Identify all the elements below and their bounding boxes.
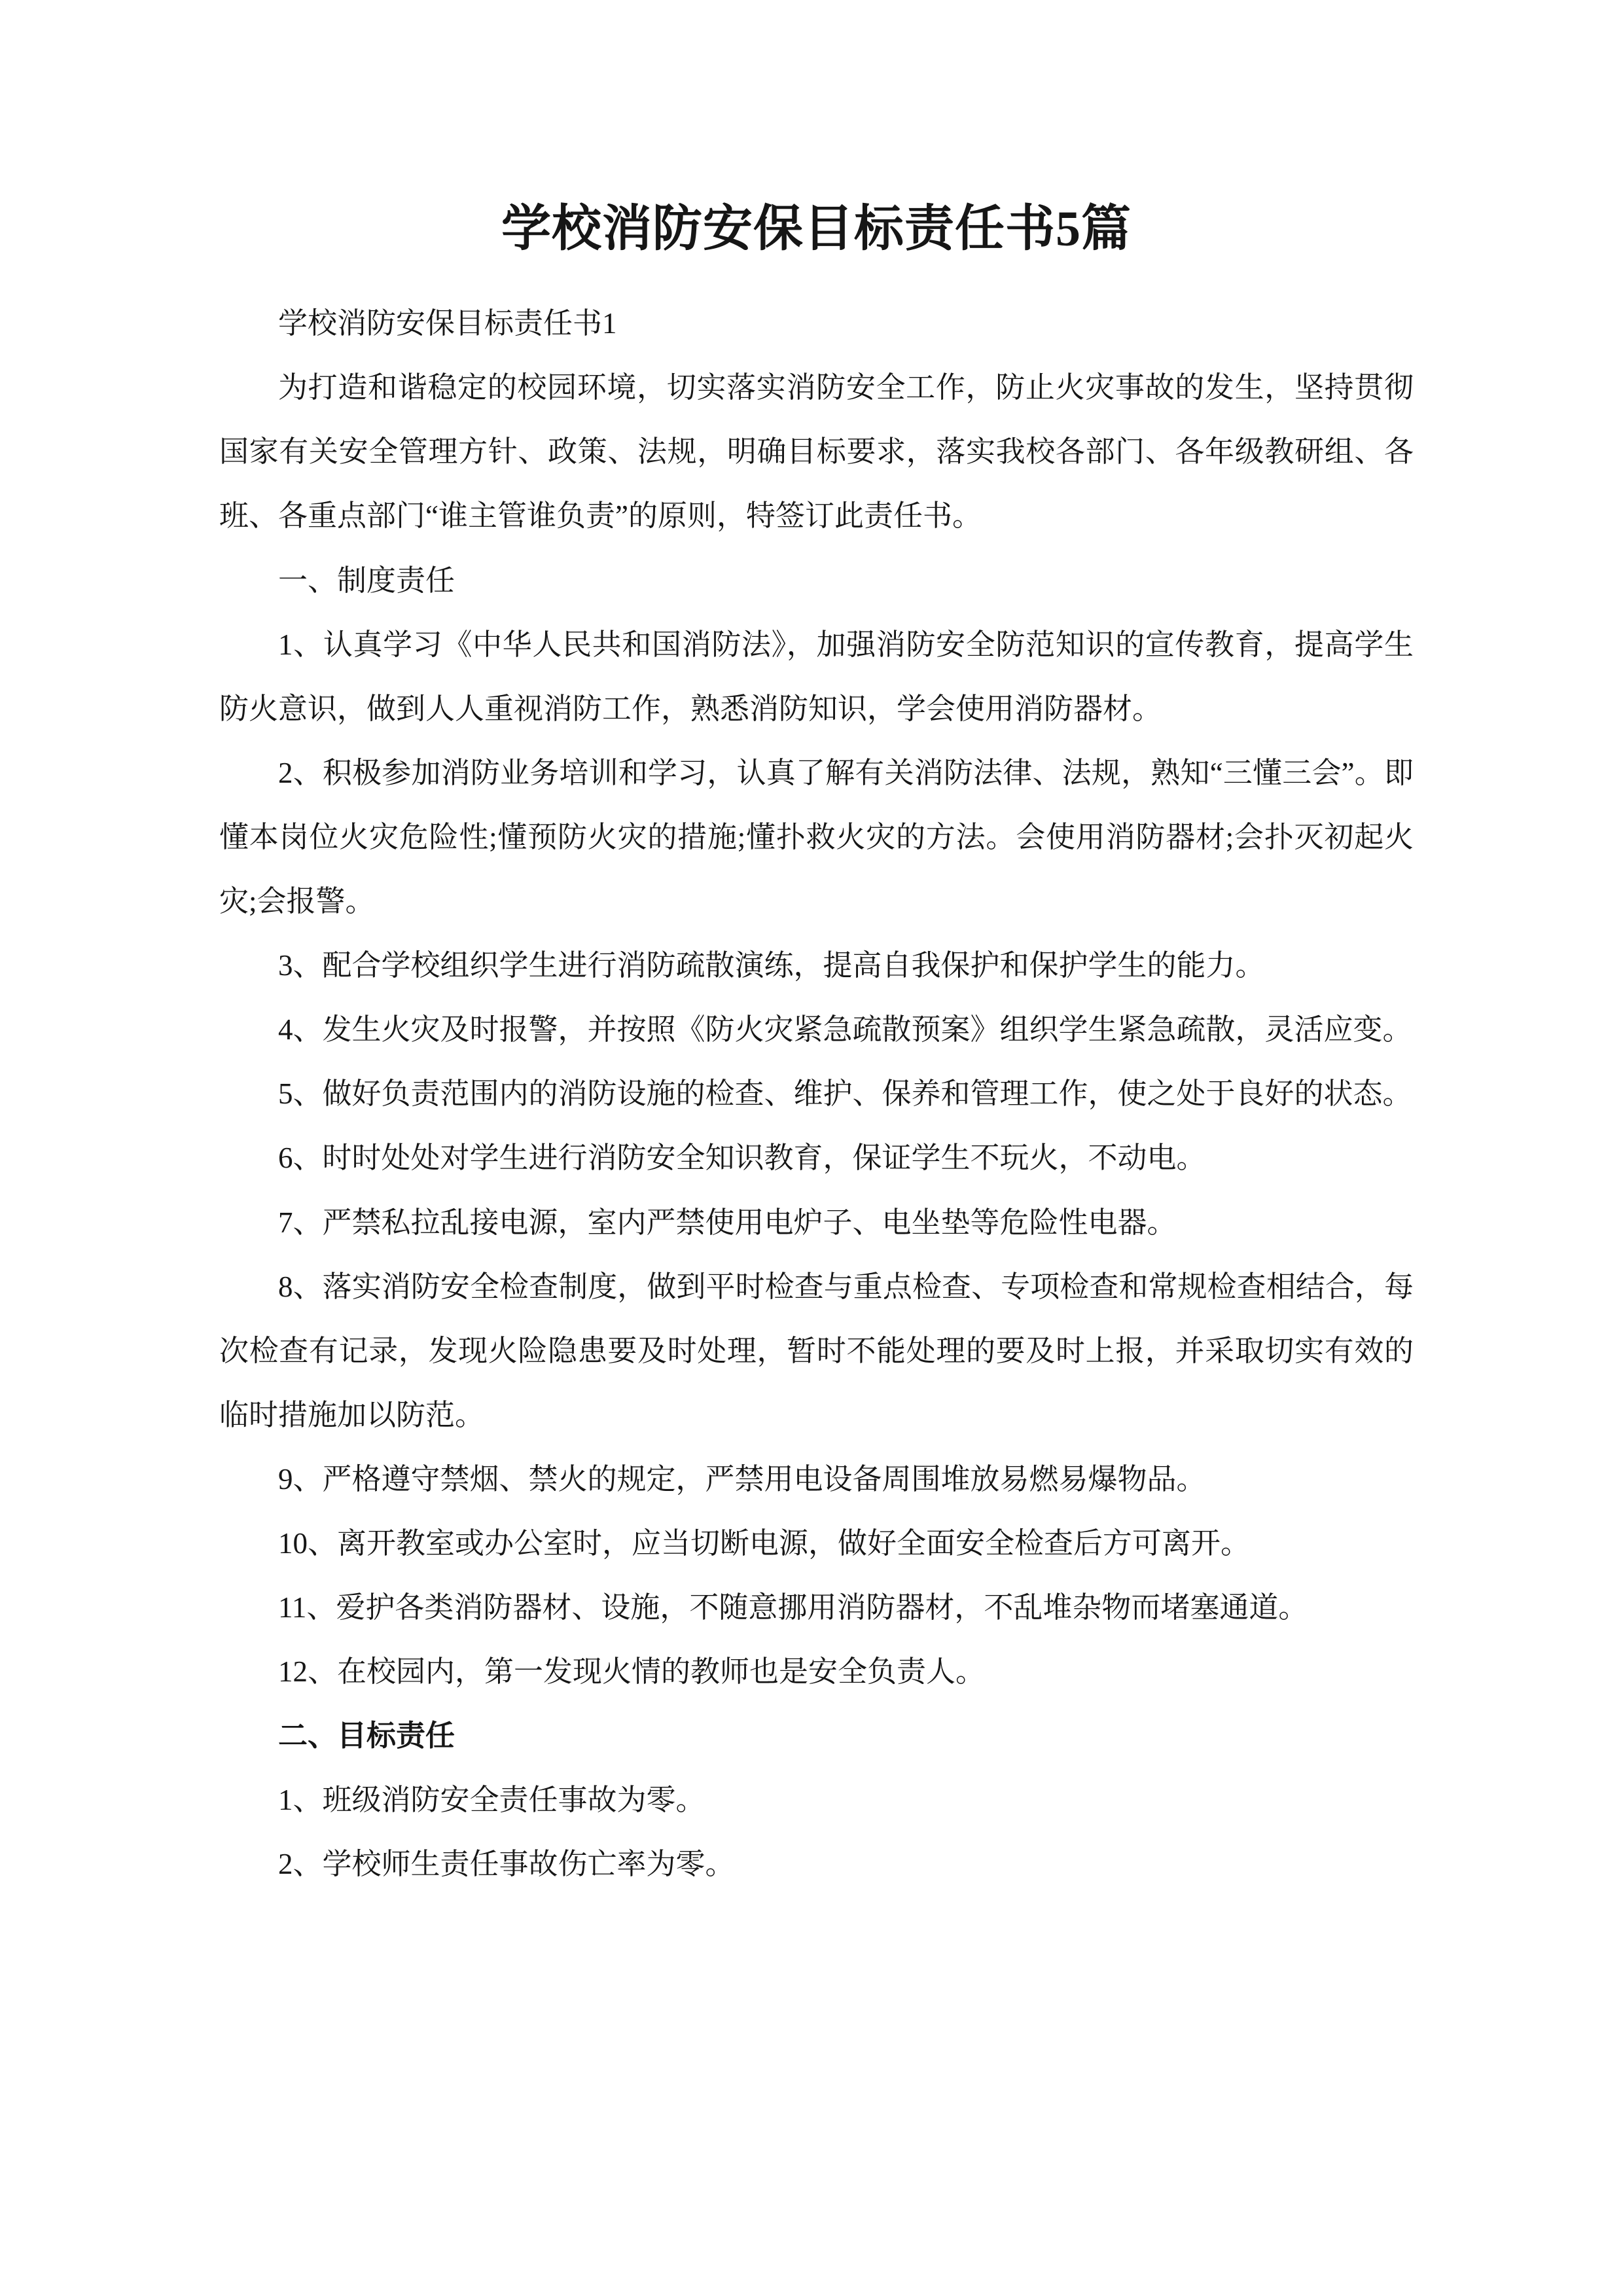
section-heading: 二、目标责任 xyxy=(278,1719,455,1753)
paragraph: 12、在校园内，第一发现火情的教师也是安全负责人。 xyxy=(278,1655,986,1689)
document-title: 学校消防安保目标责任书5篇 xyxy=(501,202,1132,257)
paragraph: 1、认真学习《中华人民共和国消防法》，加强消防安全防范知识的宣传教育，提高学生防火意识，做到人人重视消防工作，熟悉消防知识，学会使用消防器材。 xyxy=(219,628,1414,725)
document-body xyxy=(219,291,1414,1896)
section-heading: 一、制度责任 xyxy=(278,564,455,597)
paragraph: 7、严禁私拉乱接电源，室内严禁使用电炉子、电坐垫等危险性电器。 xyxy=(278,1206,1177,1239)
paragraph: 9、严格遵守禁烟、禁火的规定，严禁用电设备周围堆放易燃易爆物品。 xyxy=(278,1462,1206,1496)
paragraph: 2、积极参加消防业务培训和学习，认真了解有关消防法律、法规，熟知“三懂三会”。即懂本岗位火灾危险性;懂预防火灾的措施;懂扑救火灾的方法。会使用消防器材;会扑灭初起火灾;会报警。 xyxy=(219,756,1414,918)
paragraph-subtitle: 学校消防安保目标责任书1 xyxy=(278,307,617,340)
paragraph: 3、配合学校组织学生进行消防疏散演练，提高自我保护和保护学生的能力。 xyxy=(278,949,1265,982)
paragraph: 1、班级消防安全责任事故为零。 xyxy=(278,1784,705,1817)
paragraph: 5、做好负责范围内的消防设施的检查、维护、保养和管理工作，使之处于良好的状态。 xyxy=(278,1077,1412,1111)
paragraph: 4、发生火灾及时报警，并按照《防火灾紧急疏散预案》组织学生紧急疏散，灵活应变。 xyxy=(278,1013,1412,1047)
paragraph: 2、学校师生责任事故伤亡率为零。 xyxy=(278,1848,735,1881)
paragraph: 8、落实消防安全检查制度，做到平时检查与重点检查、专项检查和常规检查相结合，每次检查有记录，发现火险隐患要及时处理，暂时不能处理的要及时上报，并采取切实有效的临时措施加以防范。 xyxy=(219,1270,1414,1431)
paragraph: 为打造和谐稳定的校园环境，切实落实消防安全工作，防止火灾事故的发生，坚持贯彻国家有关安全管理方针、政策、法规，明确目标要求，落实我校各部门、各年级教研组、各班、各重点部门“谁主管谁负责”的原则，特签订此责任书。 xyxy=(219,371,1414,533)
paragraph: 6、时时处处对学生进行消防安全知识教育，保证学生不玩火，不动电。 xyxy=(278,1141,1206,1175)
paragraph: 11、爱护各类消防器材、设施，不随意挪用消防器材，不乱堆杂物而堵塞通道。 xyxy=(278,1591,1308,1624)
paragraph: 10、离开教室或办公室时，应当切断电源，做好全面安全检查后方可离开。 xyxy=(278,1526,1251,1560)
